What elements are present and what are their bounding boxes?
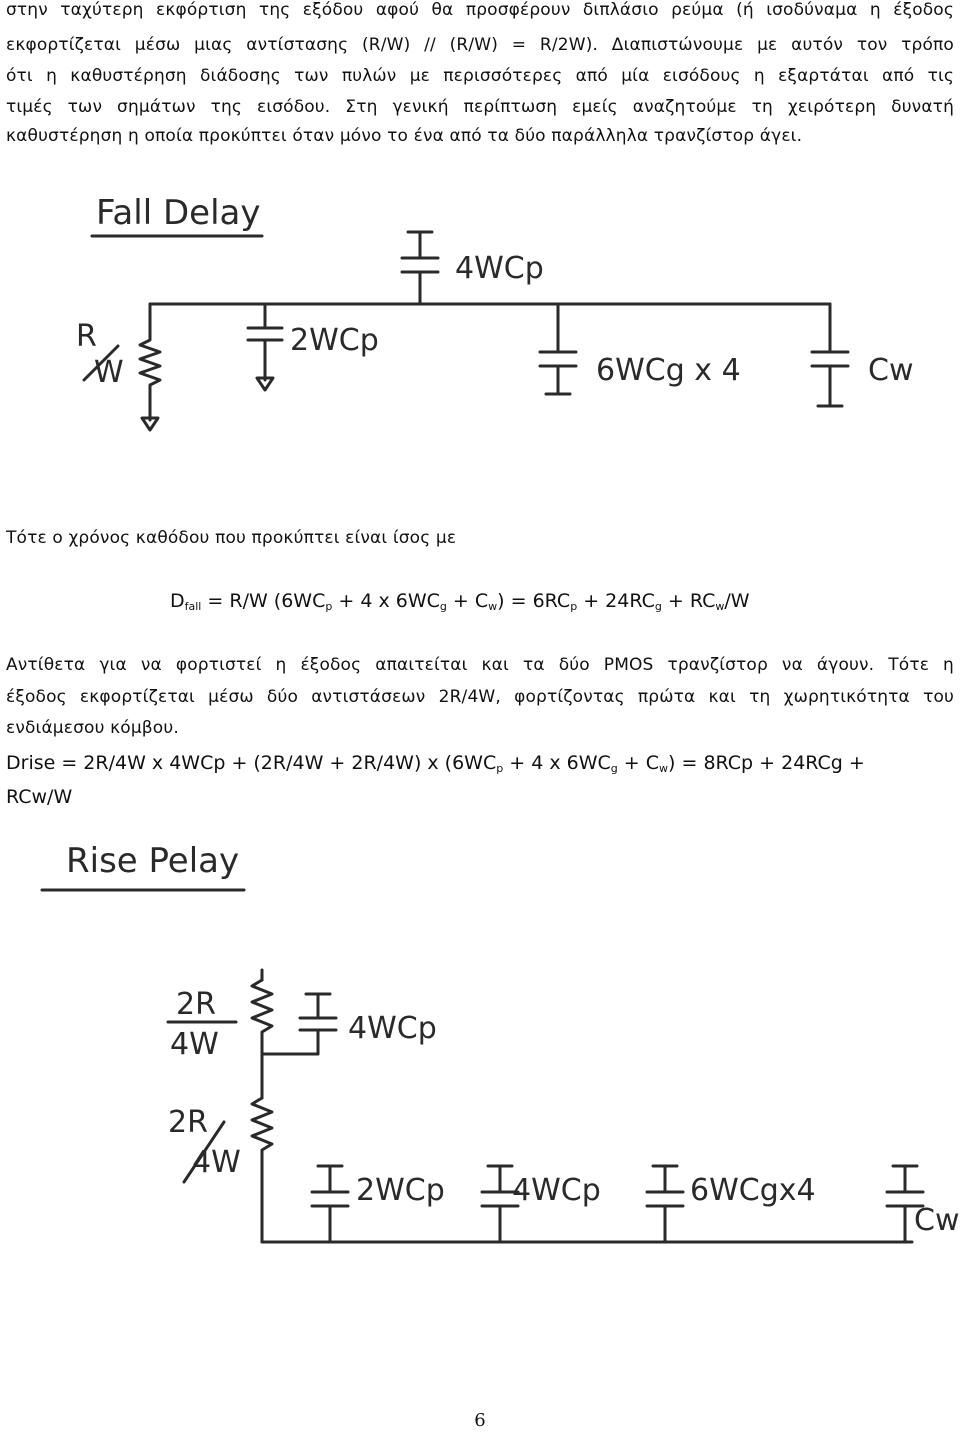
fall-equation: $D_{fall} = R/W$ ($6WC_p + 4$ x $6WC_g + C_w) = 6RC_p + 24RC_g + RC_w/W$ <box>170 590 750 613</box>
fall-delay-title: Fall Delay <box>96 193 261 233</box>
rise-equation-cont: RCw/W <box>6 786 73 808</box>
rise-res-label-bottom: 4W <box>170 1027 219 1062</box>
rise-delay-figure <box>0 830 960 1350</box>
fall-res-label-top: R <box>76 319 97 354</box>
rise-cap-label: 4WCp <box>348 1011 437 1046</box>
paragraph-line: Αντίθετα για να φορτιστεί η έξοδος απαιτείται και τα δύο PMOS τρανζίστορ να άγουν. Τότε η <box>6 655 954 675</box>
rise-equation: Drise = 2R/4W x 4WCp + (2R/4W + 2R/4W) x ($6WC_p + 4$ x $6WC_g + C_w) = 8RCp + 24RCg$ + <box>6 752 865 775</box>
rise-res-label-top: 2R <box>168 1105 208 1140</box>
paragraph-line: ότι η καθυστέρηση διάδοσης των πυλών με περισσότερες από μία εισόδους η εξαρτάται από τις <box>6 66 954 86</box>
rise-delay-title: Rise Pelay <box>66 841 240 881</box>
paragraph-line: εκφορτίζεται μέσω μιας αντίστασης (R/W) // (R/W) = R/2W). Διαπιστώνουμε με αυτόν τον τρόπο <box>6 35 954 55</box>
fall-cap-label: 2WCp <box>290 323 379 358</box>
paragraph-line: έξοδος εκφορτίζεται μέσω δύο αντιστάσεων 2R/4W, φορτίζοντας πρώτα και τη χωρητικότητα του <box>6 687 954 707</box>
rise-cap-label: Cw <box>914 1203 960 1238</box>
fall-cap-label: 6WCg x 4 <box>596 353 741 388</box>
page-number: 6 <box>474 1410 486 1431</box>
paragraph-line: καθυστέρηση η οποία προκύπτει όταν μόνο το ένα από τα δύο παράλληλα τρανζίστορ άγει. <box>6 126 803 146</box>
paragraph-line: τιμές των σημάτων της εισόδου. Στη γενική περίπτωση εμείς αναζητούμε τη χειρότερη δυνατή <box>6 97 954 117</box>
fall-res-label-bottom: W <box>94 355 124 390</box>
paragraph-line: ενδιάμεσου κόμβου. <box>6 718 179 738</box>
rise-cap-label: 4WCp <box>512 1173 601 1208</box>
rise-cap-label: 6WCgx4 <box>690 1173 816 1208</box>
rise-res-label-bottom: 4W <box>192 1145 241 1180</box>
paragraph-line: στην ταχύτερη εκφόρτιση της εξόδου αφού θα προσφέρουν διπλάσιο ρεύμα (ή ισοδύναμα η έξοδος <box>6 0 954 20</box>
fall-cap-label: Cw <box>868 353 914 388</box>
fall-intro-text: Τότε ο χρόνος καθόδου που προκύπτει είναι ίσος με <box>6 528 457 548</box>
rise-cap-label: 2WCp <box>356 1173 445 1208</box>
fall-delay-figure <box>0 180 960 460</box>
rise-res-label-top: 2R <box>176 987 216 1022</box>
fall-cap-label: 4WCp <box>455 251 544 286</box>
